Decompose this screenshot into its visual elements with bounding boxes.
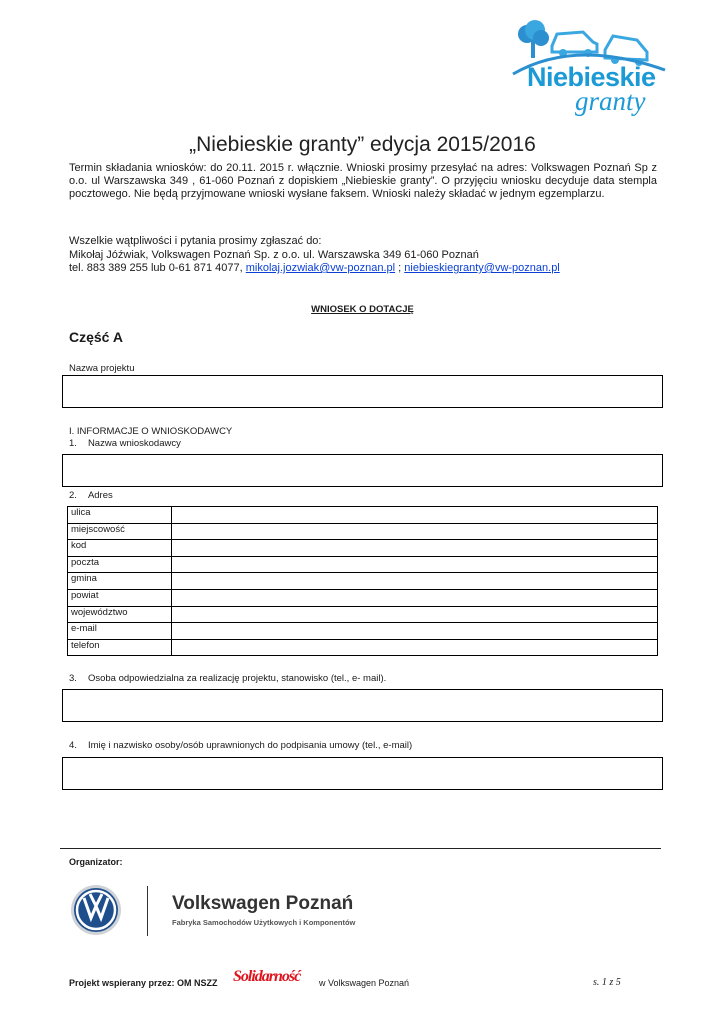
address-row xyxy=(68,623,658,640)
address-row-label: ulica xyxy=(68,507,172,524)
address-row-input[interactable] xyxy=(172,523,658,540)
q4-text: Imię i nazwisko osoby/osób uprawnionych do podpisania umowy (tel., e-mail) xyxy=(87,740,413,751)
tree-icon xyxy=(518,20,549,58)
vw-separator xyxy=(147,886,148,936)
supported-by-suffix: w Volkswagen Poznań xyxy=(319,978,410,988)
address-row-label: miejscowość xyxy=(68,523,172,540)
address-table xyxy=(67,506,658,656)
intro-paragraph: Termin składania wniosków: do 20.11. 2015 r. włącznie. Wnioski prosimy przesyłać na adres: Volkswagen Poznań Sp z o.o. ul Warszawska 349 , 61-060 Poznań z dopiskiem „Niebieskie granty”. O przyjęciu wniosku decyduje data stempla pocztowego. Nie będą przyjmowane wnioski wysłane faksem. Wnioski należy składać w jednym egzemplarzu. xyxy=(69,162,657,201)
address-row-input[interactable] xyxy=(172,606,658,623)
address-row xyxy=(68,606,658,623)
email-link-jozwiak[interactable]: mikolaj.jozwiak@vw-poznan.pl xyxy=(245,262,396,274)
page-title: „Niebieskie granty” edycja 2015/2016 xyxy=(189,133,536,156)
address-row-label: powiat xyxy=(68,589,172,606)
address-row-input[interactable] xyxy=(172,639,658,656)
q1-text: Nazwa wnioskodawcy xyxy=(87,438,181,449)
contact-line-3 xyxy=(69,262,560,276)
q2-text: Adres xyxy=(87,490,113,501)
address-row xyxy=(68,573,658,590)
q3-text: Osoba odpowiedzialna za realizację projektu, stanowisko (tel., e- mail). xyxy=(87,673,387,684)
applicant-info-heading: I. INFORMACJE O WNIOSKODAWCY xyxy=(69,426,233,437)
section-heading: Część A xyxy=(69,329,123,345)
contact-line-2: Mikołaj Jóźwiak, Volkswagen Poznań Sp. z o.o. ul. Warszawska 349 61-060 Poznań xyxy=(69,248,479,261)
contact-line-1: Wszelkie wątpliwości i pytania prosimy zgłaszać do: xyxy=(69,235,322,247)
vw-company-subtitle: Fabryka Samochodów Użytkowych i Komponentów xyxy=(172,918,356,927)
supported-by-label: Projekt wspierany przez: OM NSZZ xyxy=(69,978,218,988)
vw-logo-icon xyxy=(70,884,122,936)
contact-phone: tel. 883 389 255 lub 0-61 871 4077, xyxy=(69,262,246,274)
address-row-input[interactable] xyxy=(172,556,658,573)
form-title: WNIOSEK O DOTACJĘ xyxy=(311,304,414,315)
address-row-label: e-mail xyxy=(68,623,172,640)
address-row-label: poczta xyxy=(68,556,172,573)
address-row xyxy=(68,507,658,524)
footer-divider xyxy=(60,848,661,849)
address-row-label: województwo xyxy=(68,606,172,623)
address-row-input[interactable] xyxy=(172,573,658,590)
address-row-input[interactable] xyxy=(172,540,658,557)
logo-subtitle: granty xyxy=(575,86,646,116)
vw-company-name: Volkswagen Poznań xyxy=(172,893,354,914)
q3-number: 3. xyxy=(69,673,77,684)
responsible-person-field[interactable] xyxy=(62,689,663,722)
authorized-persons-field[interactable] xyxy=(62,757,663,790)
address-row xyxy=(68,540,658,557)
address-row xyxy=(68,639,658,656)
q2-label xyxy=(69,490,113,501)
email-link-niebieskiegranty[interactable]: niebieskiegranty@vw-poznan.pl xyxy=(404,262,560,274)
address-row-input[interactable] xyxy=(172,623,658,640)
project-name-field[interactable] xyxy=(62,375,663,408)
applicant-name-field[interactable] xyxy=(62,454,663,487)
address-row-label: gmina xyxy=(68,573,172,590)
q1-number: 1. xyxy=(69,438,77,449)
address-row-label: kod xyxy=(68,540,172,557)
q3-label xyxy=(69,673,386,684)
q2-number: 2. xyxy=(69,490,77,501)
contact-block xyxy=(69,235,560,276)
address-row-input[interactable] xyxy=(172,589,658,606)
q1-label xyxy=(69,438,181,449)
logo-title: Niebieskie xyxy=(527,62,656,92)
page-number: s. 1 z 5 xyxy=(593,977,621,988)
address-row-input[interactable] xyxy=(172,507,658,524)
contact-separator: ; xyxy=(395,262,405,274)
address-row xyxy=(68,589,658,606)
project-name-label: Nazwa projektu xyxy=(69,363,135,374)
address-row-label: telefon xyxy=(68,639,172,656)
solidarnosc-logo: Solidarność xyxy=(233,968,301,985)
address-row xyxy=(68,523,658,540)
q4-label xyxy=(69,740,412,751)
organizer-label: Organizator: xyxy=(69,857,123,867)
car-icon xyxy=(552,32,597,57)
address-row xyxy=(68,556,658,573)
q4-number: 4. xyxy=(69,740,77,751)
